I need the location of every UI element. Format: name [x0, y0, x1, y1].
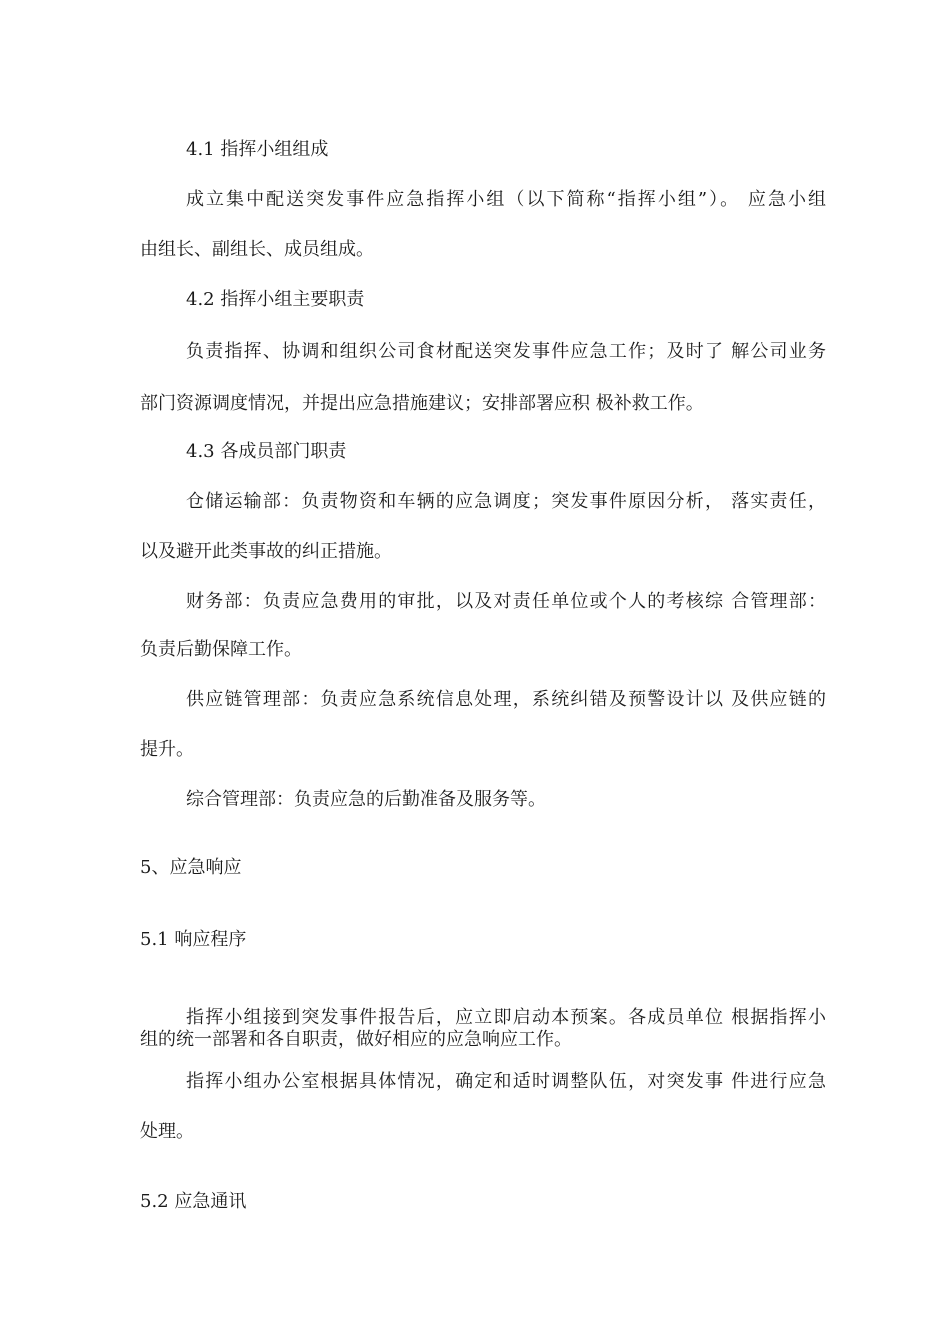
section-5-heading: 5、应急响应: [140, 857, 242, 878]
paragraph-4-1-line-2: 由组长、副组长、成员组成。: [140, 239, 374, 260]
section-4-2-heading: 4.2 指挥小组主要职责: [186, 289, 365, 310]
paragraph-warehouse-line-1: 仓储运输部：负责物资和车辆的应急调度；突发事件原因分析， 落实责任，: [186, 491, 826, 512]
section-4-1-heading: 4.1 指挥小组组成: [186, 139, 329, 160]
paragraph-5-1-2-line-1: 指挥小组办公室根据具体情况，确定和适时调整队伍，对突发事 件进行应急: [186, 1071, 826, 1092]
paragraph-4-2-line-2: 部门资源调度情况，并提出应急措施建议；安排部署应积 极补救工作。: [140, 393, 704, 414]
paragraph-warehouse-line-2: 以及避开此类事故的纠正措施。: [140, 541, 392, 562]
paragraph-finance-line-2: 负责后勤保障工作。: [140, 639, 302, 660]
section-5-1-heading: 5.1 响应程序: [140, 929, 247, 950]
paragraph-finance-line-1: 财务部：负责应急费用的审批，以及对责任单位或个人的考核综 合管理部：: [186, 591, 826, 612]
paragraph-general-admin: 综合管理部：负责应急的后勤准备及服务等。: [186, 789, 546, 810]
paragraph-5-1-line-1: 指挥小组接到突发事件报告后，应立即启动本预案。各成员单位 根据指挥小: [186, 1007, 826, 1028]
paragraph-5-1-2-line-2: 处理。: [140, 1121, 194, 1142]
paragraph-5-1-line-2: 组的统一部署和各自职责，做好相应的应急响应工作。: [140, 1029, 572, 1050]
section-5-2-heading: 5.2 应急通讯: [140, 1191, 247, 1212]
section-4-3-heading: 4.3 各成员部门职责: [186, 441, 347, 462]
paragraph-4-1-line-1: 成立集中配送突发事件应急指挥小组（以下简称“指挥小组”）。 应急小组: [186, 189, 826, 210]
paragraph-4-2-line-1: 负责指挥、协调和组织公司食材配送突发事件应急工作；及时了 解公司业务: [186, 341, 826, 362]
paragraph-supply-chain-line-1: 供应链管理部：负责应急系统信息处理，系统纠错及预警设计以 及供应链的: [186, 689, 826, 710]
paragraph-supply-chain-line-2: 提升。: [140, 739, 194, 760]
